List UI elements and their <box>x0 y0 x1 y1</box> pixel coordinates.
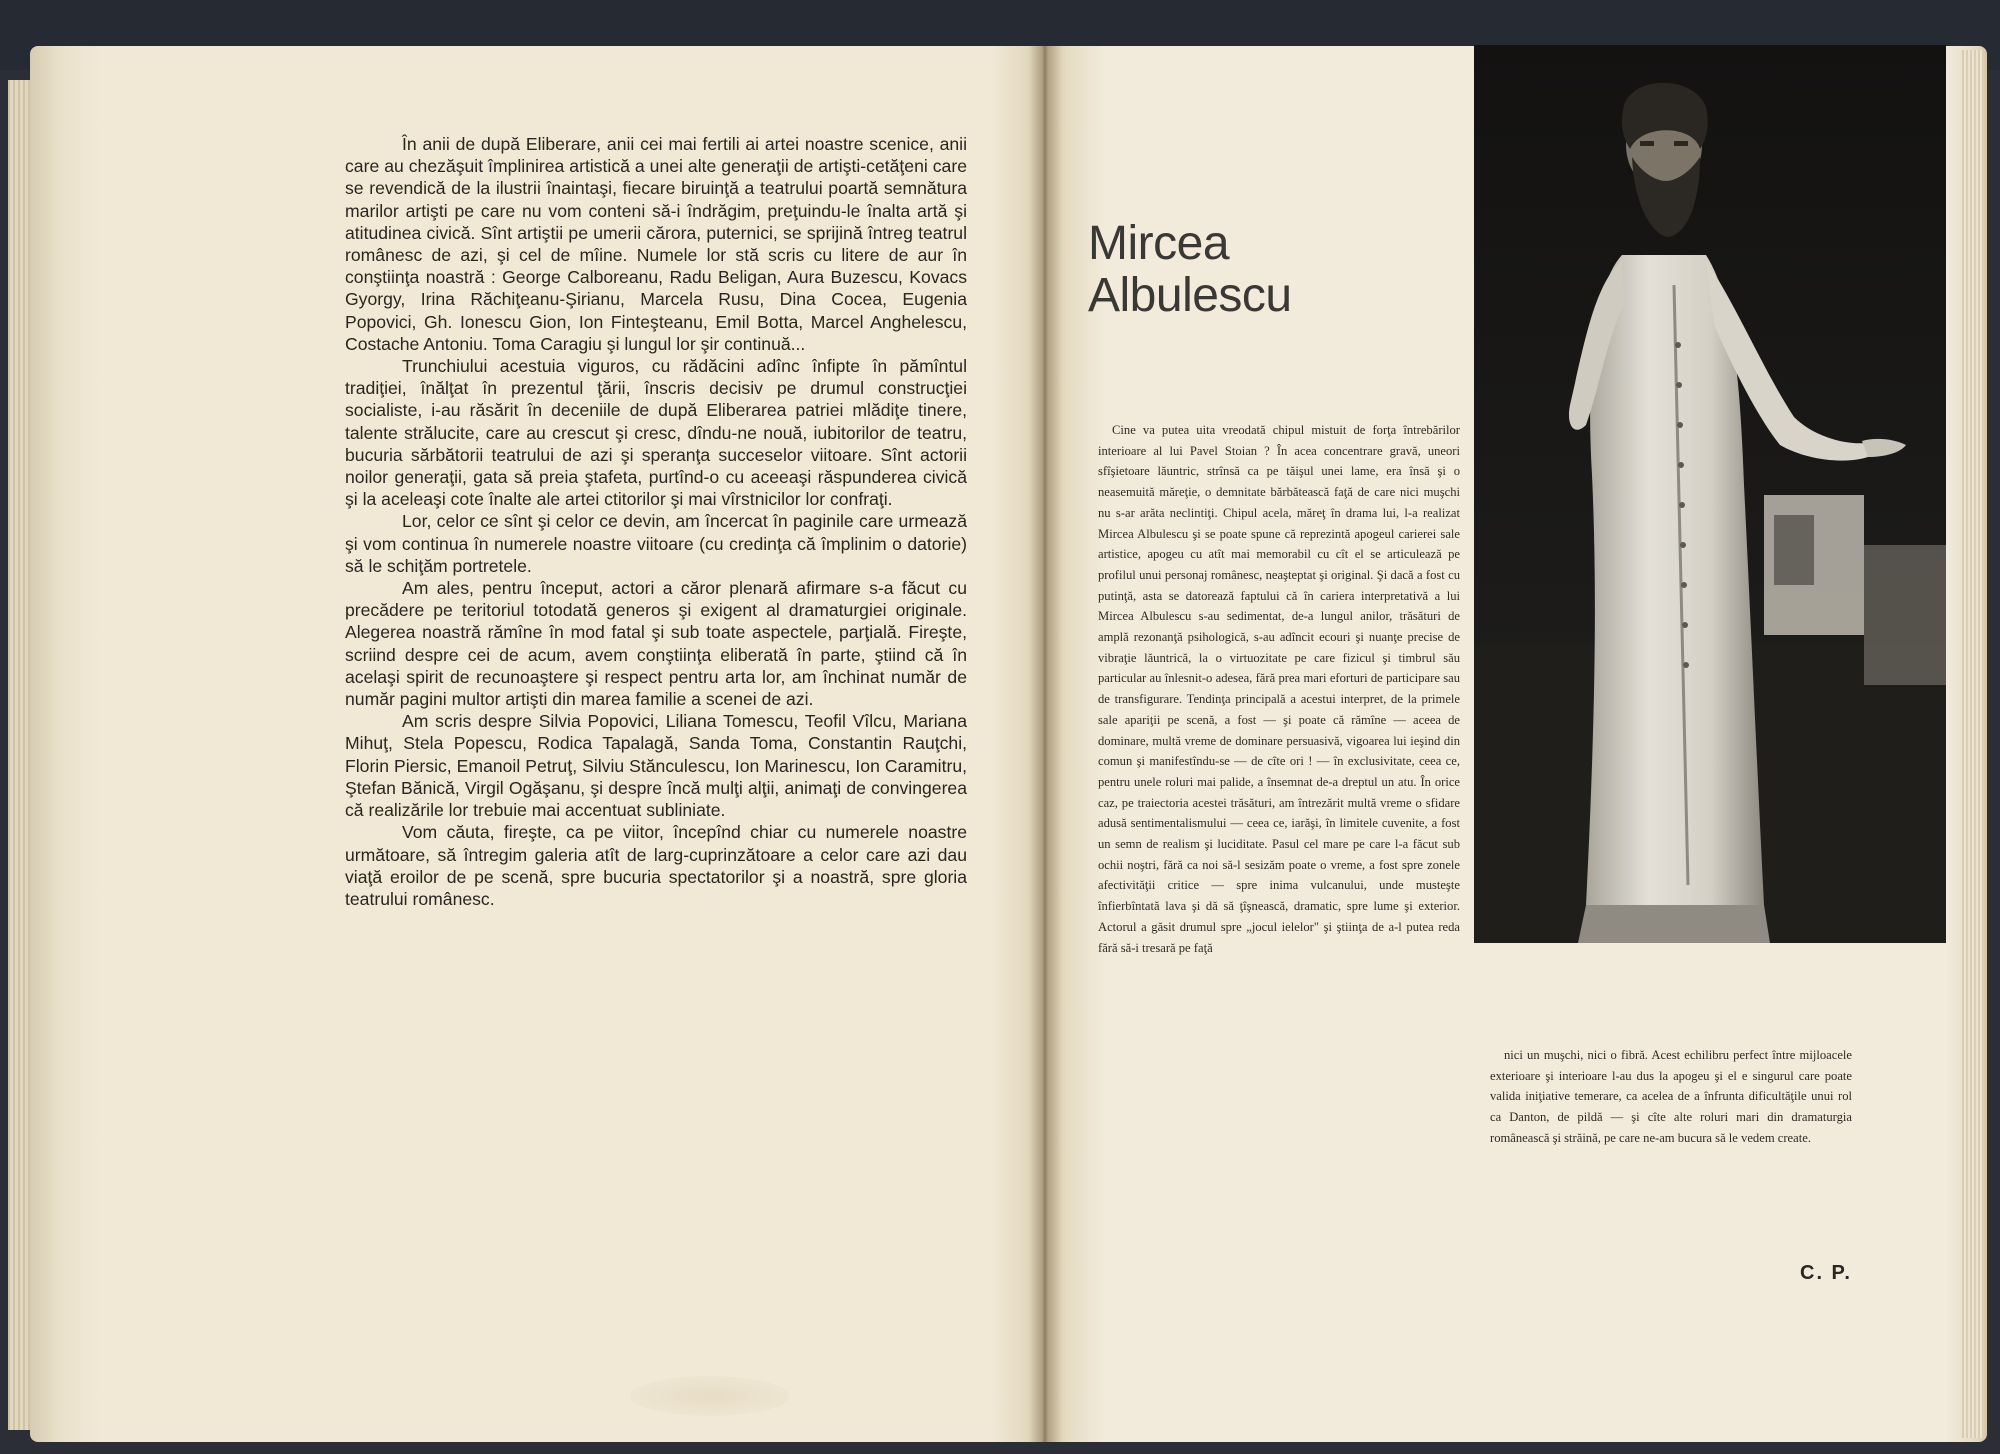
intro-paragraph: Trunchiului acestuia viguros, cu rădăcini adînc înfipte în pămîntul tradiţiei, înălţat în prezentul ţării, înscris decisiv pe drumul construcţiei socialiste, i-au răsărit în deceniile de după Eliberarea patriei mlădiţe tinere, talente strălucite, care au crescut şi cresc, dîndu-ne nouă, iubitorilor de teatru, bucuria sărbătorii teatrului de azi şi speranţa succeselor viitoare. Sînt actorii noilor generaţii, gata să preia ştafeta, purtînd-o cu aceeaşi răspunderea civică şi la aceleaşi cote înalte ale artei ctitorilor şi mai vîrstnicilor lor confraţi. <box>345 356 967 510</box>
title-last-name: Albulescu <box>1088 269 1292 322</box>
actor-figure-illustration <box>1474 45 1946 943</box>
intro-paragraph: În anii de după Eliberare, anii cei mai fertili ai artei noastre scenice, anii care au chezăşuit împlinirea artistică a unei alte generaţii de artişti-cetăţeni care se revendică de la ilustrii înaintaşi, fiecare biruinţă a teatrului poartă semnătura marilor artişti pe care nu vom conteni să-i îndrăgim, preţuindu-le înalta artă şi atitudinea civică. Sînt artiştii pe umerii cărora, puternici, se sprijină întreg teatrul românesc de azi, şi cel de mîine. Numele lor stă scris cu litere de aur în conştiinţa noastră : George Calboreanu, Radu Beligan, Aura Buzescu, Kovacs Gyorgy, Irina Răchiţeanu-Şirianu, Marcela Rusu, Dina Cocea, Eugenia Popovici, Gh. Ionescu Gion, Ion Finteşteanu, Emil Botta, Marcel Anghelescu, Costache Antoniu. Toma Caragiu şi lungul lor şir continuă... <box>345 134 967 354</box>
right-page-edges <box>1962 50 1984 1438</box>
intro-paragraph: Lor, celor ce sînt şi celor ce devin, am încercat în paginile care urmează şi vom continua în numerele noastre viitoare (cu credinţa că împlinim o datorie) să le schiţăm portretele. <box>345 511 967 576</box>
article-paragraph: nici un muşchi, nici o fibră. Acest echilibru perfect între mijloacele exterioare şi interioare l-au dus la apogeu şi el e singurul care poate valida iniţiative temerare, ca acelea de a înfrunta dificultăţile unui rol ca Danton, de pildă — şi cîte alte roluri mari din dramaturgia românească şi străină, pe care ne-am bucura să le vedem create. <box>1490 1048 1852 1145</box>
paper-stain <box>630 1376 790 1416</box>
intro-text <box>345 133 967 910</box>
actor-portrait-photo <box>1474 45 1946 943</box>
title-first-name: Mircea <box>1088 217 1230 270</box>
intro-paragraph: Am scris despre Silvia Popovici, Liliana Tomescu, Teofil Vîlcu, Mariana Mihuţ, Stela Popescu, Rodica Tapalagă, Sanda Toma, Constantin Rauţchi, Florin Piersic, Emanoil Petruţ, Silviu Stănculescu, Ion Marinescu, Ion Caramitru, Ştefan Bănică, Virgil Ogăşanu, şi despre încă mulţi alţii, animaţi de convingerea că realizările lor trebuie mai accentuat subliniate. <box>345 711 967 821</box>
article-column-left <box>1098 420 1460 958</box>
author-signature: C. P. <box>1800 1262 1852 1284</box>
intro-paragraph: Am ales, pentru început, actori a căror plenară afirmare s-a făcut cu precădere pe teritoriul totodată generos şi exigent al dramaturgiei originale. Alegerea noastră rămîne în mod fatal şi sub toate aspectele, parţială. Fireşte, scriind despre cei de acum, avem conştiinţa eliberată în parte, ştiind că în acelaşi spirit de recunoaştere şi respect pentru arta lor, am închinat număr de număr pagini multor artişti din marea familie a scenei de azi. <box>345 578 967 710</box>
article-title <box>1088 218 1348 322</box>
book-cover-bottom <box>0 1440 2000 1454</box>
article-column-right <box>1490 1045 1852 1149</box>
intro-paragraph: Vom căuta, fireşte, ca pe viitor, începînd chiar cu numerele noastre următoare, să întregim galeria atît de larg-cuprinzătoare a celor care azi dau viaţă eroilor de pe scenă, spre bucuria spectatorilor şi a noastră, spre gloria teatrului românesc. <box>345 822 967 909</box>
book-gutter <box>1028 46 1062 1442</box>
article-paragraph: Cine va putea uita vreodată chipul mistuit de forţa întrebărilor interioare al lui Pavel Stoian ? În acea concentrare gravă, uneori sfîşietoare lăuntric, strînsă ca pe tăişul unei lame, era însă şi o neasemuită măreţie, o demnitate bărbătească faţă de care nici muşchi nu s-ar arăta neclintiţi. Chipul acela, măreţ în drama lui, l-a realizat Mircea Albulescu şi se poate spune că reprezintă apogeul carierei sale artistice, apogeu cu atît mai memorabil cu cît el se articulează pe profilul unui personaj românesc, neaşteptat şi original. Şi dacă a fost cu putinţă, asta se datorează faptului că în cariera interpretativă a lui Mircea Albulescu s-au sedimentat, de-a lungul anilor, trăsături de amplă rezonanţă psihologică, s-au adîncit ecouri şi nuanţe precise de vibraţie lăuntrică, la o virtuozitate pe care fizicul şi timbrul său particular au înlesnit-o adesea, fără prea mari eforturi de participare sau de transfigurare. Tendinţa principală a acestui interpret, de la primele sale apariţii pe scenă, a fost — şi poate că rămîne — aceea de dominare, multă vreme de dominare persuasivă, vigoarea lui ieşind din comun şi manifestîndu-se — de cîte ori ! — în exclusivitate, ceea ce, pentru unele roluri mai palide, a însemnat de-a dreptul un atu. În orice caz, pe traiectoria acestei trăsături, am întrezărit multă vreme o sfidare adusă sentimentalismului — ceea ce, iarăşi, în limitele cuvenite, a fost un semn de realism şi luciditate. Pasul cel mare pe care l-a făcut sub ochii noştri, fără ca noi să-l sesizăm poate o vreme, a fost spre zonele afectivităţii critice — spre inima vulcanului, unde musteşte înfierbîntată lava şi dă să ţîşnească, dramatic, spre lume şi exterior. Actorul a găsit drumul spre „jocul ielelor" şi ştiinţa de a-l putea reda fără să-i tresară pe faţă <box>1098 423 1460 955</box>
